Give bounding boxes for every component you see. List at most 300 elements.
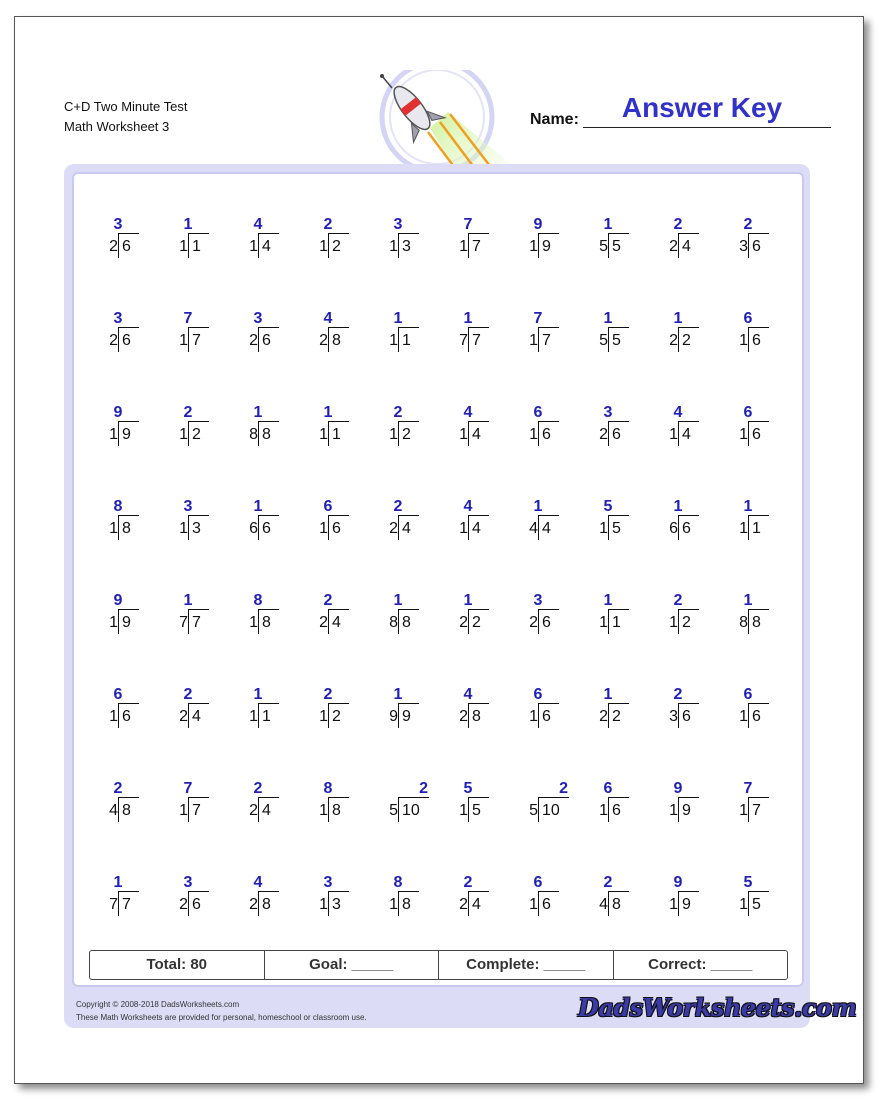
division-problem bbox=[298, 498, 368, 546]
dividend: 10 bbox=[402, 802, 420, 819]
correct-field: Correct: _____ bbox=[648, 956, 753, 973]
quotient-answer: 6 bbox=[533, 404, 543, 421]
total-field: Total: 80 bbox=[90, 951, 265, 979]
quotient-answer: 2 bbox=[323, 592, 333, 609]
divisor: 2 bbox=[179, 896, 188, 913]
quotient-answer: 9 bbox=[113, 592, 123, 609]
division-problem bbox=[438, 780, 508, 828]
division-problem bbox=[158, 686, 228, 734]
quotient-answer: 6 bbox=[743, 404, 753, 421]
dividend: 2 bbox=[402, 426, 411, 443]
division-problem bbox=[158, 310, 228, 358]
dividend: 6 bbox=[682, 708, 691, 725]
division-problem bbox=[648, 780, 718, 828]
divisor: 9 bbox=[389, 708, 398, 725]
divisor: 1 bbox=[179, 332, 188, 349]
dividend: 8 bbox=[122, 802, 131, 819]
division-problem bbox=[718, 780, 788, 828]
division-problem bbox=[88, 592, 158, 640]
divisor: 5 bbox=[599, 238, 608, 255]
dividend: 6 bbox=[262, 520, 271, 537]
quotient-answer: 3 bbox=[393, 216, 403, 233]
division-problem bbox=[648, 310, 718, 358]
division-problem bbox=[368, 498, 438, 546]
dividend: 7 bbox=[192, 332, 201, 349]
quotient-answer: 3 bbox=[323, 874, 333, 891]
divisor: 5 bbox=[599, 332, 608, 349]
divisor: 1 bbox=[389, 896, 398, 913]
dividend: 7 bbox=[192, 614, 201, 631]
quotient-answer: 2 bbox=[559, 780, 568, 797]
quotient-answer: 1 bbox=[743, 592, 753, 609]
dividend: 6 bbox=[332, 520, 341, 537]
dividend: 8 bbox=[402, 614, 411, 631]
divisor: 1 bbox=[459, 520, 468, 537]
quotient-answer: 9 bbox=[113, 404, 123, 421]
dividend: 8 bbox=[332, 802, 341, 819]
quotient-answer: 1 bbox=[183, 216, 193, 233]
division-problem bbox=[368, 404, 438, 452]
dividend: 5 bbox=[612, 520, 621, 537]
divisor: 2 bbox=[319, 614, 328, 631]
division-problem bbox=[718, 216, 788, 264]
divisor: 2 bbox=[459, 896, 468, 913]
division-problem bbox=[298, 780, 368, 828]
quotient-answer: 1 bbox=[463, 310, 473, 327]
brand-logo: DadsWorksheets.com bbox=[578, 993, 857, 1022]
dividend: 7 bbox=[752, 802, 761, 819]
quotient-answer: 1 bbox=[673, 498, 683, 515]
dividend: 2 bbox=[682, 614, 691, 631]
dividend: 7 bbox=[472, 238, 481, 255]
copyright-line: Copyright © 2008-2018 DadsWorksheets.com bbox=[76, 1000, 240, 1009]
quotient-answer: 1 bbox=[183, 592, 193, 609]
dividend: 6 bbox=[612, 426, 621, 443]
dividend: 6 bbox=[192, 896, 201, 913]
dividend: 8 bbox=[472, 708, 481, 725]
quotient-answer: 7 bbox=[463, 216, 473, 233]
division-problem bbox=[368, 780, 438, 828]
divisor: 2 bbox=[599, 708, 608, 725]
quotient-answer: 1 bbox=[603, 216, 613, 233]
quotient-answer: 6 bbox=[533, 874, 543, 891]
divisor: 8 bbox=[389, 614, 398, 631]
divisor: 1 bbox=[249, 614, 258, 631]
dividend: 6 bbox=[542, 426, 551, 443]
dividend: 6 bbox=[542, 896, 551, 913]
dividend: 1 bbox=[402, 332, 411, 349]
dividend: 4 bbox=[332, 614, 341, 631]
division-problem bbox=[508, 404, 578, 452]
division-problem bbox=[508, 592, 578, 640]
division-problem bbox=[718, 686, 788, 734]
divisor: 2 bbox=[249, 802, 258, 819]
dividend: 6 bbox=[682, 520, 691, 537]
divisor: 2 bbox=[109, 332, 118, 349]
copyright-block bbox=[76, 998, 367, 1024]
divisor: 5 bbox=[529, 802, 538, 819]
quotient-answer: 3 bbox=[113, 310, 123, 327]
quotient-answer: 3 bbox=[603, 404, 613, 421]
worksheet-title: C+D Two Minute Test bbox=[64, 99, 188, 114]
divisor: 7 bbox=[179, 614, 188, 631]
dividend: 7 bbox=[192, 802, 201, 819]
quotient-answer: 5 bbox=[743, 874, 753, 891]
division-problem bbox=[228, 310, 298, 358]
division-problem bbox=[88, 780, 158, 828]
divisor: 2 bbox=[529, 614, 538, 631]
divisor: 1 bbox=[389, 332, 398, 349]
division-problem bbox=[578, 404, 648, 452]
quotient-answer: 3 bbox=[113, 216, 123, 233]
quotient-answer: 1 bbox=[603, 686, 613, 703]
name-line bbox=[583, 127, 831, 128]
dividend: 7 bbox=[542, 332, 551, 349]
divisor: 1 bbox=[319, 520, 328, 537]
divisor: 1 bbox=[739, 708, 748, 725]
dividend: 9 bbox=[122, 614, 131, 631]
division-problem bbox=[228, 780, 298, 828]
dividend: 1 bbox=[752, 520, 761, 537]
division-problem bbox=[158, 780, 228, 828]
quotient-answer: 8 bbox=[393, 874, 403, 891]
divisor: 4 bbox=[529, 520, 538, 537]
divisor: 1 bbox=[459, 238, 468, 255]
divisor: 2 bbox=[459, 708, 468, 725]
quotient-answer: 2 bbox=[603, 874, 613, 891]
divisor: 6 bbox=[669, 520, 678, 537]
quotient-answer: 1 bbox=[253, 686, 263, 703]
division-problem bbox=[648, 874, 718, 922]
quotient-answer: 1 bbox=[113, 874, 123, 891]
division-problem bbox=[438, 498, 508, 546]
quotient-answer: 6 bbox=[533, 686, 543, 703]
quotient-answer: 1 bbox=[393, 592, 403, 609]
dividend: 8 bbox=[122, 520, 131, 537]
divisor: 6 bbox=[249, 520, 258, 537]
complete-field: Complete: _____ bbox=[439, 951, 614, 979]
division-problem bbox=[718, 498, 788, 546]
division-problem bbox=[648, 404, 718, 452]
answer-key-text: Answer Key bbox=[621, 92, 783, 123]
quotient-answer: 1 bbox=[253, 498, 263, 515]
divisor: 2 bbox=[179, 708, 188, 725]
divisor: 1 bbox=[179, 238, 188, 255]
division-problem bbox=[158, 592, 228, 640]
dividend: 4 bbox=[682, 238, 691, 255]
divisor: 3 bbox=[739, 238, 748, 255]
quotient-answer: 2 bbox=[673, 592, 683, 609]
usage-line: These Math Worksheets are provided for personal, homeschool or classroom use. bbox=[76, 1013, 367, 1022]
dividend: 6 bbox=[122, 332, 131, 349]
dividend: 4 bbox=[472, 520, 481, 537]
quotient-answer: 1 bbox=[603, 310, 613, 327]
dividend: 1 bbox=[332, 426, 341, 443]
dividend: 5 bbox=[472, 802, 481, 819]
quotient-answer: 6 bbox=[323, 498, 333, 515]
divisor: 2 bbox=[249, 332, 258, 349]
division-problem bbox=[578, 498, 648, 546]
division-problem bbox=[438, 686, 508, 734]
division-problem bbox=[228, 686, 298, 734]
division-problem bbox=[88, 310, 158, 358]
dividend: 9 bbox=[402, 708, 411, 725]
divisor: 1 bbox=[529, 896, 538, 913]
division-problem bbox=[298, 310, 368, 358]
quotient-answer: 8 bbox=[253, 592, 263, 609]
quotient-answer: 4 bbox=[463, 404, 473, 421]
quotient-answer: 5 bbox=[603, 498, 613, 515]
divisor: 2 bbox=[669, 332, 678, 349]
division-problem bbox=[298, 592, 368, 640]
divisor: 1 bbox=[599, 520, 608, 537]
divisor: 7 bbox=[109, 896, 118, 913]
dividend: 5 bbox=[752, 896, 761, 913]
division-problem bbox=[508, 216, 578, 264]
quotient-answer: 2 bbox=[393, 498, 403, 515]
quotient-answer: 2 bbox=[253, 780, 263, 797]
dividend: 5 bbox=[612, 332, 621, 349]
division-problem bbox=[718, 404, 788, 452]
dividend: 8 bbox=[262, 896, 271, 913]
dividend: 4 bbox=[472, 426, 481, 443]
dividend: 1 bbox=[612, 614, 621, 631]
division-problem bbox=[228, 874, 298, 922]
worksheet-title-block bbox=[64, 97, 187, 137]
divisor: 1 bbox=[739, 802, 748, 819]
dividend: 2 bbox=[332, 238, 341, 255]
divisor: 1 bbox=[669, 614, 678, 631]
dividend: 6 bbox=[752, 332, 761, 349]
quotient-answer: 2 bbox=[743, 216, 753, 233]
dividend: 8 bbox=[402, 896, 411, 913]
quotient-answer: 6 bbox=[743, 686, 753, 703]
divisor: 1 bbox=[459, 802, 468, 819]
dividend: 2 bbox=[612, 708, 621, 725]
divisor: 4 bbox=[109, 802, 118, 819]
divisor: 1 bbox=[739, 332, 748, 349]
divisor: 1 bbox=[739, 896, 748, 913]
dividend: 6 bbox=[752, 238, 761, 255]
dividend: 5 bbox=[612, 238, 621, 255]
quotient-answer: 3 bbox=[183, 874, 193, 891]
division-problem bbox=[648, 216, 718, 264]
dividend: 4 bbox=[682, 426, 691, 443]
divisor: 1 bbox=[109, 614, 118, 631]
quotient-answer: 6 bbox=[603, 780, 613, 797]
division-problem bbox=[228, 498, 298, 546]
quotient-answer: 4 bbox=[253, 874, 263, 891]
quotient-answer: 3 bbox=[253, 310, 263, 327]
division-problem bbox=[718, 592, 788, 640]
divisor: 1 bbox=[739, 426, 748, 443]
divisor: 2 bbox=[389, 520, 398, 537]
dividend: 6 bbox=[262, 332, 271, 349]
division-problem bbox=[578, 686, 648, 734]
division-problem bbox=[508, 874, 578, 922]
dividend: 4 bbox=[262, 802, 271, 819]
divisor: 1 bbox=[319, 426, 328, 443]
divisor: 7 bbox=[459, 332, 468, 349]
dividend: 4 bbox=[542, 520, 551, 537]
division-problem bbox=[648, 686, 718, 734]
dividend: 9 bbox=[682, 802, 691, 819]
divisor: 1 bbox=[739, 520, 748, 537]
dividend: 3 bbox=[402, 238, 411, 255]
division-problem bbox=[578, 216, 648, 264]
dividend: 7 bbox=[122, 896, 131, 913]
dividend: 10 bbox=[542, 802, 560, 819]
dividend: 7 bbox=[472, 332, 481, 349]
division-problem bbox=[648, 592, 718, 640]
quotient-answer: 8 bbox=[323, 780, 333, 797]
dividend: 1 bbox=[262, 708, 271, 725]
dividend: 4 bbox=[402, 520, 411, 537]
dividend: 1 bbox=[192, 238, 201, 255]
quotient-answer: 1 bbox=[393, 686, 403, 703]
quotient-answer: 2 bbox=[673, 216, 683, 233]
division-problem bbox=[718, 874, 788, 922]
dividend: 9 bbox=[682, 896, 691, 913]
divisor: 8 bbox=[249, 426, 258, 443]
quotient-answer: 1 bbox=[393, 310, 403, 327]
dividend: 8 bbox=[612, 896, 621, 913]
quotient-answer: 2 bbox=[323, 216, 333, 233]
dividend: 8 bbox=[262, 614, 271, 631]
dividend: 3 bbox=[192, 520, 201, 537]
division-problem bbox=[508, 498, 578, 546]
division-problem bbox=[88, 498, 158, 546]
dividend: 6 bbox=[122, 238, 131, 255]
quotient-answer: 9 bbox=[673, 780, 683, 797]
dividend: 6 bbox=[752, 426, 761, 443]
problems-panel bbox=[72, 172, 804, 987]
quotient-answer: 1 bbox=[463, 592, 473, 609]
dividend: 6 bbox=[612, 802, 621, 819]
quotient-answer: 4 bbox=[673, 404, 683, 421]
quotient-answer: 4 bbox=[463, 686, 473, 703]
dividend: 8 bbox=[262, 426, 271, 443]
divisor: 1 bbox=[529, 238, 538, 255]
quotient-answer: 9 bbox=[673, 874, 683, 891]
worksheet-subtitle: Math Worksheet 3 bbox=[64, 119, 170, 134]
dividend: 8 bbox=[332, 332, 341, 349]
divisor: 5 bbox=[389, 802, 398, 819]
quotient-answer: 6 bbox=[743, 310, 753, 327]
division-problem bbox=[368, 216, 438, 264]
quotient-answer: 2 bbox=[419, 780, 428, 797]
dividend: 4 bbox=[262, 238, 271, 255]
quotient-answer: 3 bbox=[183, 498, 193, 515]
quotient-answer: 2 bbox=[393, 404, 403, 421]
division-problem bbox=[438, 592, 508, 640]
quotient-answer: 1 bbox=[603, 592, 613, 609]
quotient-answer: 2 bbox=[323, 686, 333, 703]
quotient-answer: 7 bbox=[533, 310, 543, 327]
divisor: 1 bbox=[249, 238, 258, 255]
quotient-answer: 2 bbox=[183, 686, 193, 703]
score-bar bbox=[89, 950, 788, 980]
dividend: 3 bbox=[332, 896, 341, 913]
divisor: 1 bbox=[179, 802, 188, 819]
divisor: 1 bbox=[669, 802, 678, 819]
quotient-answer: 5 bbox=[463, 780, 473, 797]
division-problem bbox=[438, 310, 508, 358]
quotient-answer: 2 bbox=[183, 404, 193, 421]
divisor: 1 bbox=[529, 708, 538, 725]
division-problem bbox=[228, 216, 298, 264]
divisor: 2 bbox=[599, 426, 608, 443]
quotient-answer: 2 bbox=[463, 874, 473, 891]
division-problem bbox=[88, 404, 158, 452]
divisor: 1 bbox=[249, 708, 258, 725]
divisor: 1 bbox=[669, 426, 678, 443]
quotient-answer: 6 bbox=[113, 686, 123, 703]
divisor: 1 bbox=[319, 708, 328, 725]
dividend: 4 bbox=[192, 708, 201, 725]
division-problem bbox=[368, 592, 438, 640]
divisor: 1 bbox=[179, 520, 188, 537]
divisor: 1 bbox=[109, 426, 118, 443]
quotient-answer: 1 bbox=[253, 404, 263, 421]
dividend: 6 bbox=[122, 708, 131, 725]
quotient-answer: 1 bbox=[673, 310, 683, 327]
division-problem bbox=[368, 310, 438, 358]
divisor: 4 bbox=[599, 896, 608, 913]
quotient-answer: 1 bbox=[743, 498, 753, 515]
quotient-answer: 9 bbox=[533, 216, 543, 233]
quotient-answer: 4 bbox=[253, 216, 263, 233]
dividend: 8 bbox=[752, 614, 761, 631]
divisor: 1 bbox=[529, 426, 538, 443]
division-problem bbox=[298, 874, 368, 922]
divisor: 1 bbox=[599, 614, 608, 631]
dividend: 2 bbox=[472, 614, 481, 631]
division-problem bbox=[298, 686, 368, 734]
divisor: 1 bbox=[179, 426, 188, 443]
divisor: 2 bbox=[669, 238, 678, 255]
division-problem bbox=[158, 216, 228, 264]
quotient-answer: 2 bbox=[113, 780, 123, 797]
division-problem bbox=[158, 498, 228, 546]
divisor: 1 bbox=[669, 896, 678, 913]
divisor: 1 bbox=[319, 896, 328, 913]
division-problem bbox=[298, 404, 368, 452]
divisor: 1 bbox=[599, 802, 608, 819]
name-label: Name: bbox=[530, 111, 579, 128]
divisor: 3 bbox=[669, 708, 678, 725]
dividend: 6 bbox=[542, 708, 551, 725]
quotient-answer: 7 bbox=[183, 310, 193, 327]
quotient-answer: 2 bbox=[673, 686, 683, 703]
divisor: 1 bbox=[389, 426, 398, 443]
division-problem bbox=[578, 874, 648, 922]
quotient-answer: 4 bbox=[463, 498, 473, 515]
divisor: 1 bbox=[459, 426, 468, 443]
dividend: 6 bbox=[542, 614, 551, 631]
dividend: 2 bbox=[192, 426, 201, 443]
goal-field: Goal: _____ bbox=[265, 951, 440, 979]
dividend: 2 bbox=[332, 708, 341, 725]
divisor: 2 bbox=[249, 896, 258, 913]
division-problem bbox=[438, 404, 508, 452]
quotient-answer: 1 bbox=[323, 404, 333, 421]
division-problem bbox=[578, 780, 648, 828]
dividend: 9 bbox=[122, 426, 131, 443]
divisor: 2 bbox=[319, 332, 328, 349]
division-problem bbox=[158, 874, 228, 922]
quotient-answer: 7 bbox=[183, 780, 193, 797]
